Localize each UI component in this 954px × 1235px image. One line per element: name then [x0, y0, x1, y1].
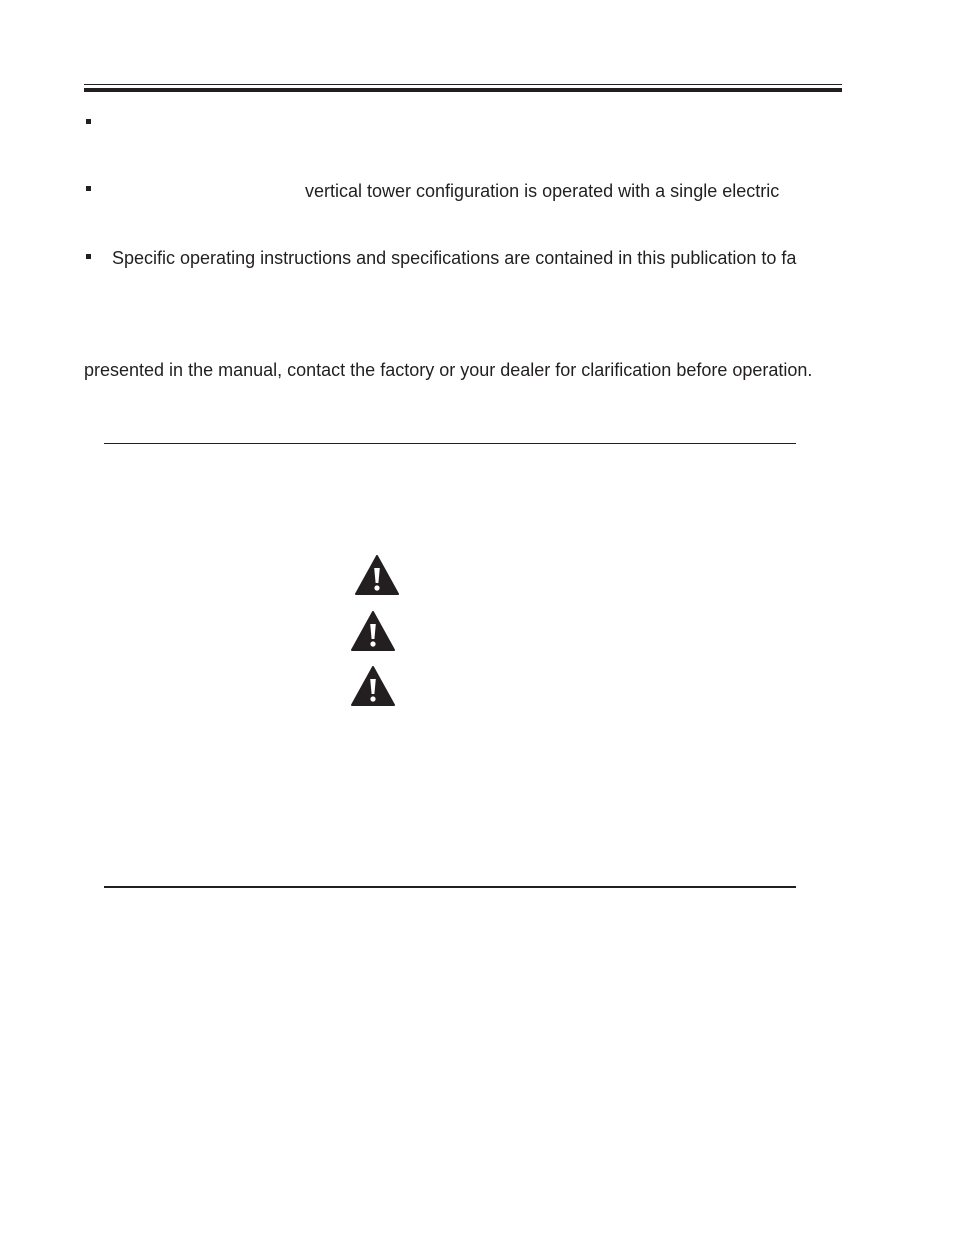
- warning-triangle-icon: [355, 555, 399, 595]
- bullet-text-3: Specific operating instructions and specifications are contained in this publication to fa: [112, 248, 797, 268]
- paragraph-line: presented in the manual, contact the factory or your dealer for clarification before operation.: [84, 360, 813, 380]
- warning-triangle-icon: [351, 666, 395, 706]
- bullet-marker-3: [86, 254, 91, 259]
- header-rule-thick: [84, 88, 842, 92]
- bullet-marker-1: [86, 119, 91, 124]
- section-divider-bottom: [104, 886, 796, 888]
- section-divider-top: [104, 443, 796, 444]
- bullet-text-2: vertical tower configuration is operated with a single electric: [305, 181, 780, 201]
- bullet-marker-2: [86, 186, 91, 191]
- warning-triangle-icon: [351, 611, 395, 651]
- header-rule-thin: [84, 84, 842, 85]
